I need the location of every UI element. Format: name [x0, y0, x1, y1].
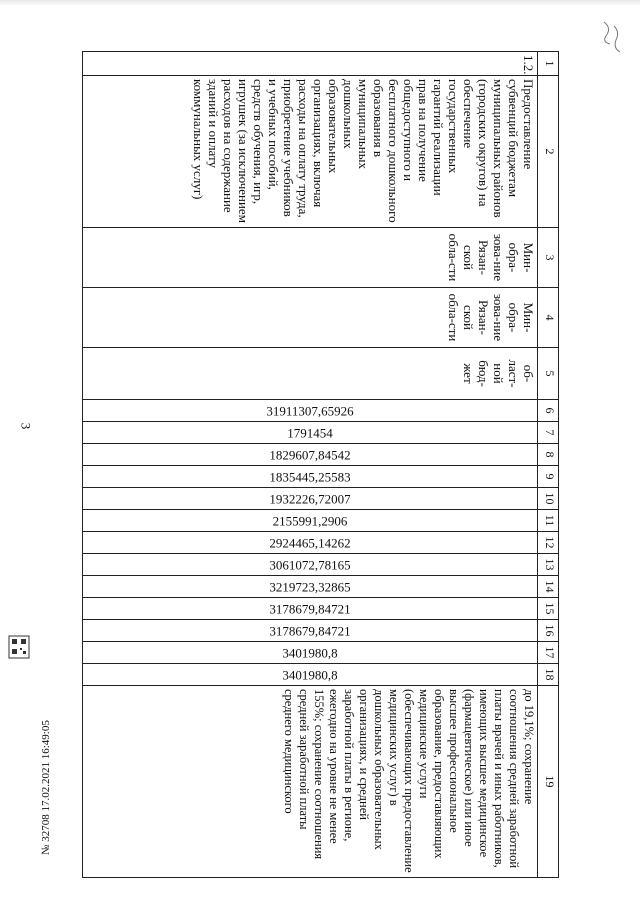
header-cell: 12	[538, 532, 559, 554]
header-cell: 1	[538, 52, 559, 76]
row-description: Предоставление субвенций бюджетам муниципальных районов (городских округов) на обеспечение государственных гарантий реализации прав на получение общедоступного и бесплатного дошкольного образования в муниципальных дошкольных образовательных организациях, включая расходы на оплату труда, приобретение учебников и учебных пособий, средств обучения, игр, игрушек (за исключением расходов на содержание зданий и оплату коммунальных услуг)	[83, 76, 538, 228]
amount-value: 1932226,72007	[269, 491, 351, 506]
qr-stamp-icon	[8, 635, 30, 659]
data-table	[82, 51, 559, 878]
header-cell: 9	[538, 466, 559, 488]
document-footer: № 32708 17.02.2021 16:49:05	[40, 720, 52, 855]
header-cell: 10	[538, 488, 559, 510]
amount-cell	[83, 554, 538, 576]
amount-cell	[83, 620, 538, 642]
header-cell: 4	[538, 288, 559, 348]
executor-cell: Мин-обра-зова-ние Рязан-ской обла-сти	[83, 228, 538, 288]
amount-cell	[83, 444, 538, 466]
amount-cell	[83, 510, 538, 532]
page-number: 3	[18, 422, 34, 430]
amount-value: 1791454	[287, 425, 333, 440]
header-cell: 11	[538, 510, 559, 532]
header-row	[538, 52, 559, 878]
amount-value: 3401980,8	[282, 667, 338, 682]
amount-value: 3178679,84721	[269, 623, 351, 638]
header-cell: 2	[538, 76, 559, 228]
header-cell: 7	[538, 422, 559, 444]
header-cell: 18	[538, 664, 559, 686]
amount-value: 3401980,8	[282, 645, 338, 660]
amount-total: 31911307,65926	[266, 403, 354, 418]
amount-value: 3061072,78165	[269, 557, 351, 572]
header-cell: 13	[538, 554, 559, 576]
amount-cell	[83, 598, 538, 620]
amount-cell	[83, 664, 538, 686]
amount-value: 2924465,14262	[269, 535, 351, 550]
scan-edge	[0, 0, 640, 6]
amount-value: 1835445,25583	[269, 469, 351, 484]
header-cell: 8	[538, 444, 559, 466]
amount-value: 2155991,2906	[272, 513, 348, 528]
header-cell: 5	[538, 348, 559, 400]
amount-value: 1829607,84542	[269, 447, 351, 462]
header-cell: 19	[538, 686, 559, 878]
amount-cell	[83, 400, 538, 422]
amount-cell	[83, 488, 538, 510]
funding-source-cell: об-ласт-ной бюд-жет	[83, 348, 538, 400]
rotated-table-wrapper	[82, 51, 559, 877]
header-cell: 17	[538, 642, 559, 664]
amount-cell	[83, 576, 538, 598]
header-cell: 14	[538, 576, 559, 598]
header-cell: 6	[538, 400, 559, 422]
table-row	[83, 52, 538, 878]
header-cell: 15	[538, 598, 559, 620]
amount-cell	[83, 532, 538, 554]
amount-cell	[83, 466, 538, 488]
amount-value: 3178679,84721	[269, 601, 351, 616]
amount-cell	[83, 642, 538, 664]
indicator-text: до 19,1%; сохранение соотношения средней заработной платы врачей и иных работников, имеющих высшее медицинское (фармацевтическое) или иное высшее профессиональное образование, предоставляющих медицинские услуги (обеспечивающих предоставление медицинских услуг) в дошкольных образовательных организациях, и средней заработной платы в регионе, ежегодно на уровне не менее 155%; сохранение соотношения средней заработной платы среднего медицинского	[83, 686, 538, 878]
handwritten-mark-icon	[598, 18, 626, 58]
coexecutor-cell: Мин-обра-зова-ние Рязан-ской обла-сти	[83, 288, 538, 348]
header-cell: 16	[538, 620, 559, 642]
amount-value: 3219723,32865	[269, 579, 351, 594]
amount-cell	[83, 422, 538, 444]
row-number: 1.2.	[83, 52, 538, 76]
header-cell: 3	[538, 228, 559, 288]
